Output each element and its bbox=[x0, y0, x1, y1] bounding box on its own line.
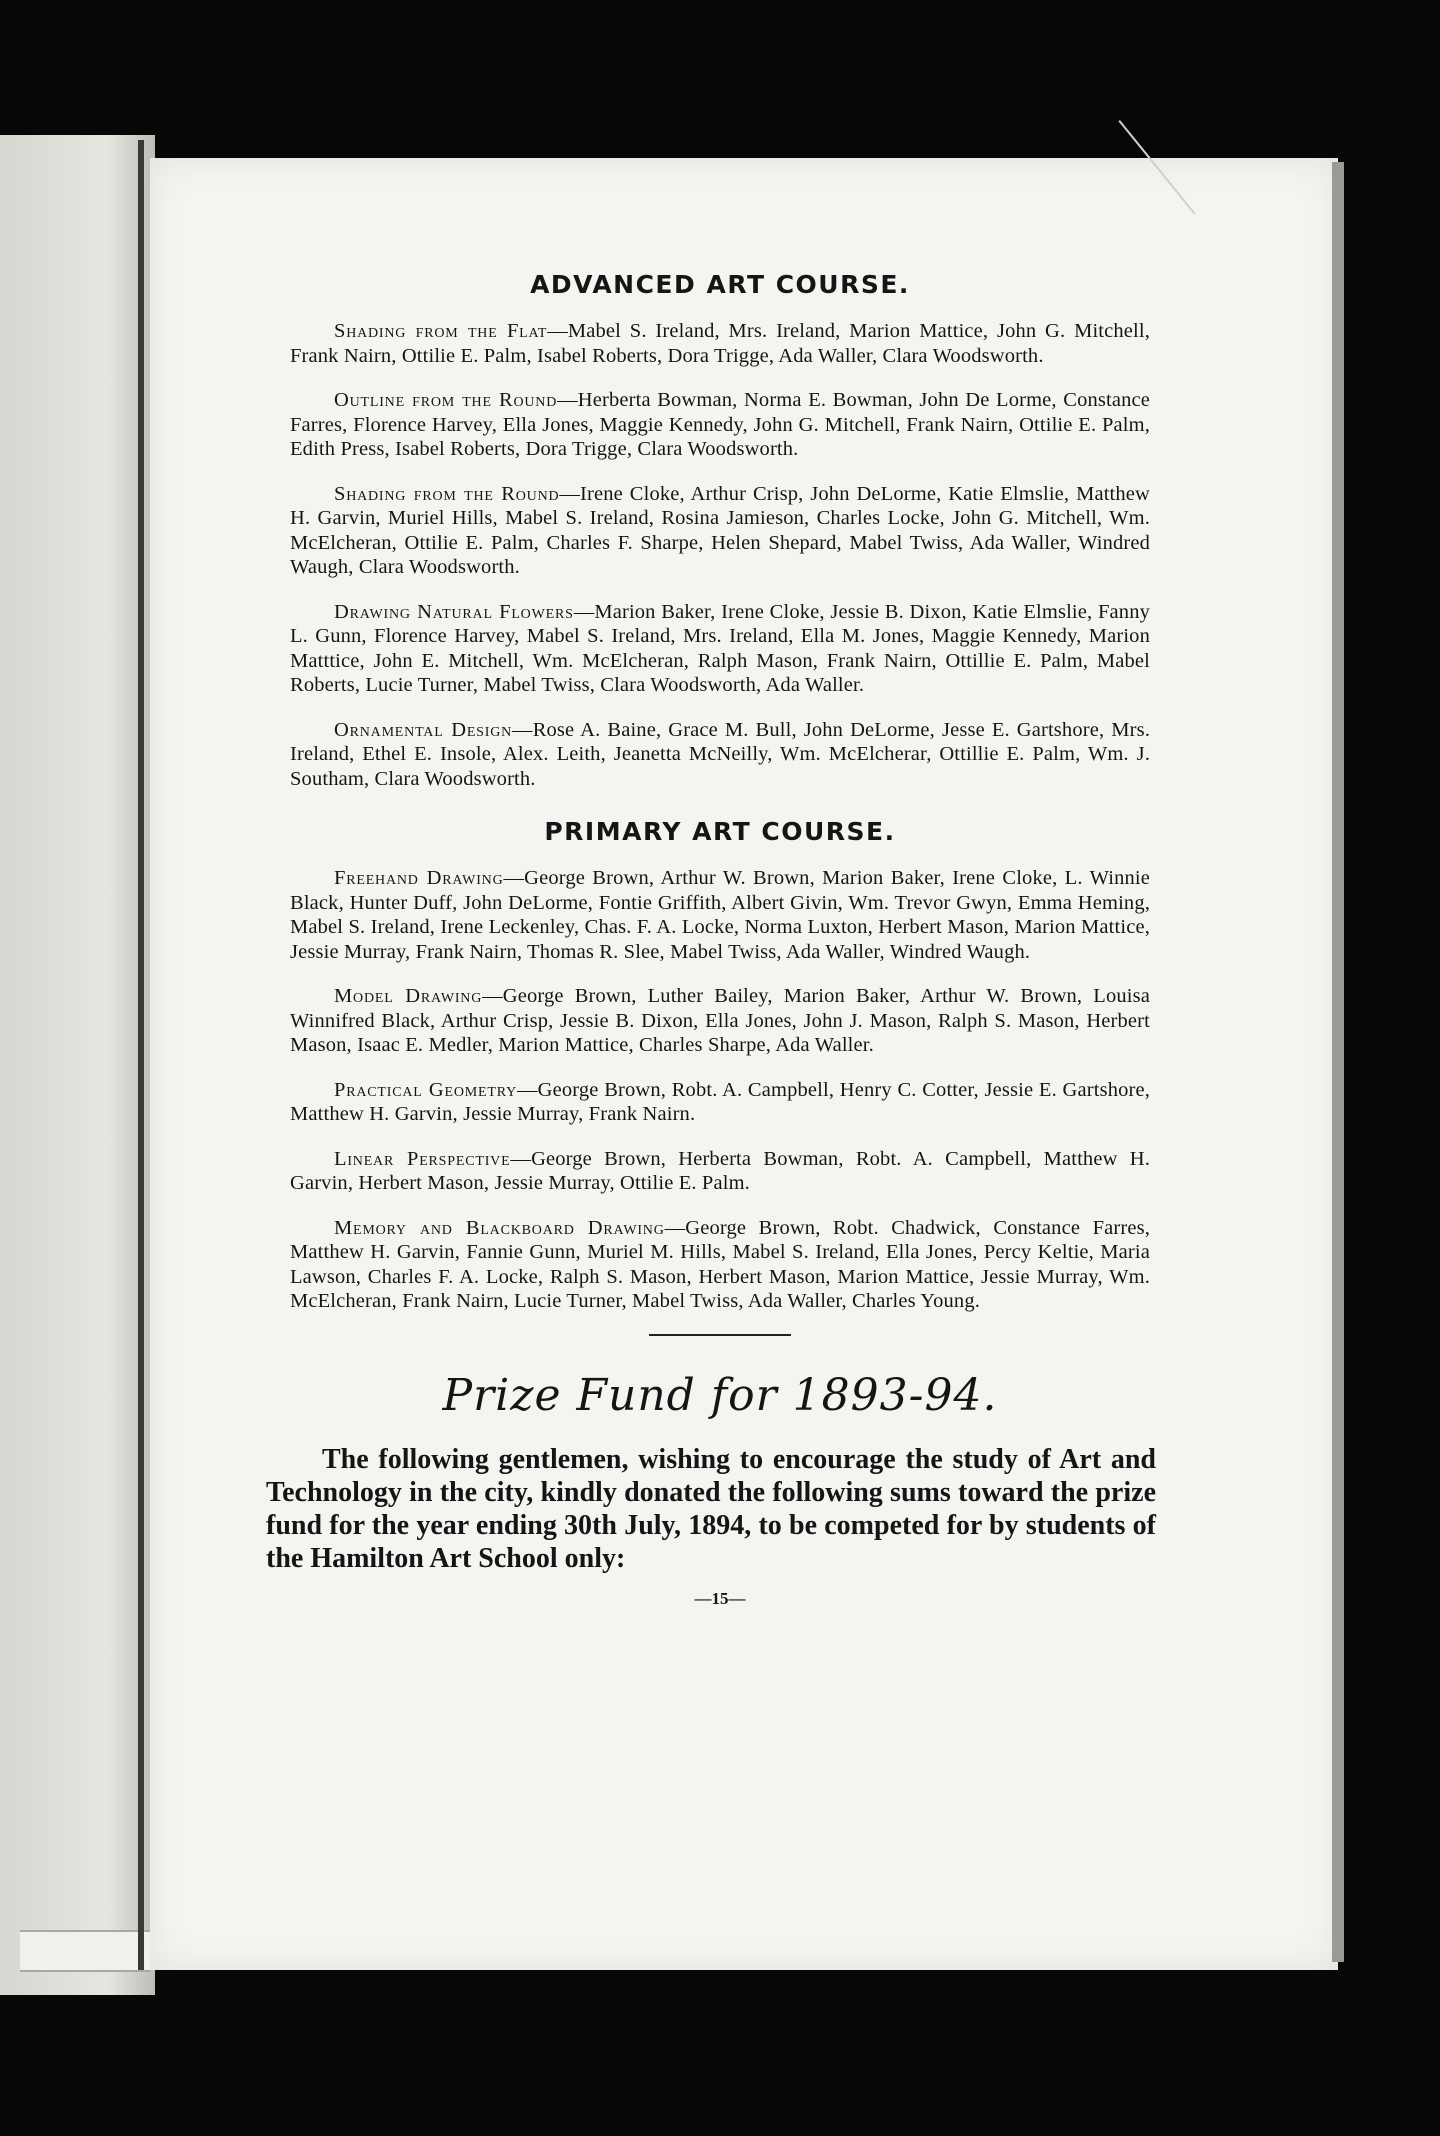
entry-label: Practical Geometry bbox=[334, 1078, 518, 1101]
entry-names: —Rose A. Baine, Grace M. Bull, John DeLorme, Jesse E. Gartshore, Mrs. Ireland, Ethel E. Insole, Alex. Leith, Jeanetta McNeilly, Wm. McElcherar, Ottillie E. Palm, Wm. J. Southam, Clara Woodsworth. bbox=[290, 718, 1150, 790]
entry-label: Outline from the Round bbox=[334, 389, 558, 411]
entry-practical-geometry bbox=[290, 1078, 1150, 1127]
book-gutter bbox=[138, 140, 144, 1970]
entry-memory-blackboard bbox=[290, 1216, 1150, 1314]
entry-names: —Irene Cloke, Arthur Crisp, John DeLorme, Katie Elmslie, Matthew H. Garvin, Muriel Hills, Mabel S. Ireland, Rosina Jamieson, Charles Locke, John G. Mitchell, Wm. McElcheran, Ottilie E. Palm, Charles F. Sharpe, Helen Shepard, Mabel Twiss, Ada Waller, Windred Waugh, Clara Woodsworth. bbox=[290, 482, 1150, 578]
page-edge bbox=[1332, 162, 1344, 1962]
prize-fund-title: Prize Fund for 1893-94. bbox=[442, 1369, 998, 1421]
section-divider bbox=[649, 1334, 791, 1336]
entry-label: Memory and Blackboard Drawing bbox=[334, 1216, 665, 1239]
entry-names: —George Brown, Herberta Bowman, Robt. A. Campbell, Matthew H. Garvin, Herbert Mason, Jessie Murray, Ottilie E. Palm. bbox=[290, 1147, 1150, 1194]
entry-names: —George Brown, Robt. A. Campbell, Henry C. Cotter, Jessie E. Gartshore, Matthew H. Garvin, Jessie Murray, Frank Nairn. bbox=[290, 1078, 1150, 1125]
left-page bbox=[0, 135, 155, 1995]
entry-names: —Mabel S. Ireland, Mrs. Ireland, Marion Mattice, John G. Mitchell, Frank Nairn, Ottilie E. Palm, Isabel Roberts, Dora Trigge, Ada Waller, Clara Woodsworth. bbox=[290, 320, 1150, 367]
entry-label: Freehand Drawing bbox=[334, 867, 504, 889]
left-page-tab bbox=[20, 1930, 150, 1972]
entry-freehand-drawing bbox=[290, 866, 1150, 964]
primary-course-heading: PRIMARY ART COURSE. bbox=[544, 817, 896, 846]
entry-names: —George Brown, Arthur W. Brown, Marion Baker, Irene Cloke, L. Winnie Black, Hunter Duff, John DeLorme, Fontie Griffith, Albert Givin, Wm. Trevor Gwyn, Emma Heming, Mabel S. Ireland, Irene Leckenley, Chas. F. A. Locke, Norma Luxton, Herbert Mason, Marion Mattice, Jessie Murray, Frank Nairn, Thomas R. Slee, Mabel Twiss, Ada Waller, Windred Waugh. bbox=[290, 867, 1150, 963]
entry-names: —George Brown, Luther Bailey, Marion Baker, Arthur W. Brown, Louisa Winnifred Black, Arthur Crisp, Jessie B. Dixon, Ella Jones, John J. Mason, Ralph S. Mason, Herbert Mason, Isaac E. Medler, Marion Mattice, Charles Sharpe, Ada Waller. bbox=[290, 985, 1150, 1056]
entry-shading-round bbox=[290, 482, 1150, 580]
entry-outline-round bbox=[290, 388, 1150, 462]
entry-shading-flat bbox=[290, 319, 1150, 368]
entry-label: Linear Perspective bbox=[334, 1147, 511, 1170]
entry-label: Shading from the Round bbox=[334, 482, 560, 505]
entry-ornamental-design bbox=[290, 718, 1150, 792]
entry-linear-perspective bbox=[290, 1147, 1150, 1196]
entry-names: —Herberta Bowman, Norma E. Bowman, John De Lorme, Constance Farres, Florence Harvey, Ella Jones, Maggie Kennedy, John G. Mitchell, Frank Nairn, Ottilie E. Palm, Edith Press, Isabel Roberts, Dora Trigge, Clara Woodsworth. bbox=[290, 389, 1150, 460]
entry-names: —George Brown, Robt. Chadwick, Constance Farres, Matthew H. Garvin, Fannie Gunn, Muriel M. Hills, Mabel S. Ireland, Ella Jones, Percy Keltie, Maria Lawson, Charles F. A. Locke, Ralph S. Mason, Herbert Mason, Marion Mattice, Jessie Murray, Wm. McElcheran, Frank Nairn, Lucie Turner, Mabel Twiss, Ada Waller, Charles Young. bbox=[290, 1216, 1150, 1312]
advanced-course-heading: ADVANCED ART COURSE. bbox=[530, 270, 910, 299]
entry-model-drawing bbox=[290, 984, 1150, 1058]
page-content bbox=[266, 270, 1156, 1609]
entry-natural-flowers bbox=[290, 600, 1150, 698]
entry-label: Model Drawing bbox=[334, 985, 483, 1007]
page-number: —15— bbox=[694, 1588, 746, 1608]
entry-label: Shading from the Flat bbox=[334, 320, 548, 342]
entry-names: —Marion Baker, Irene Cloke, Jessie B. Dixon, Katie Elmslie, Fanny L. Gunn, Florence Harvey, Mabel S. Ireland, Mrs. Ireland, Ella M. Jones, Maggie Kennedy, Marion Matttice, John E. Mitchell, Wm. McElcheran, Ralph Mason, Frank Nairn, Ottillie E. Palm, Mabel Roberts, Lucie Turner, Mabel Twiss, Clara Woodsworth, Ada Waller. bbox=[290, 600, 1150, 696]
entry-label: Ornamental Design bbox=[334, 718, 513, 741]
entry-label: Drawing Natural Flowers bbox=[334, 600, 574, 623]
prize-fund-text: The following gentlemen, wishing to encourage the study of Art and Technology in the city, kindly donated the following sums toward the prize fund for the year ending 30th July, 1894, to be competed for by students of the Hamilton Art School only: bbox=[266, 1443, 1156, 1574]
